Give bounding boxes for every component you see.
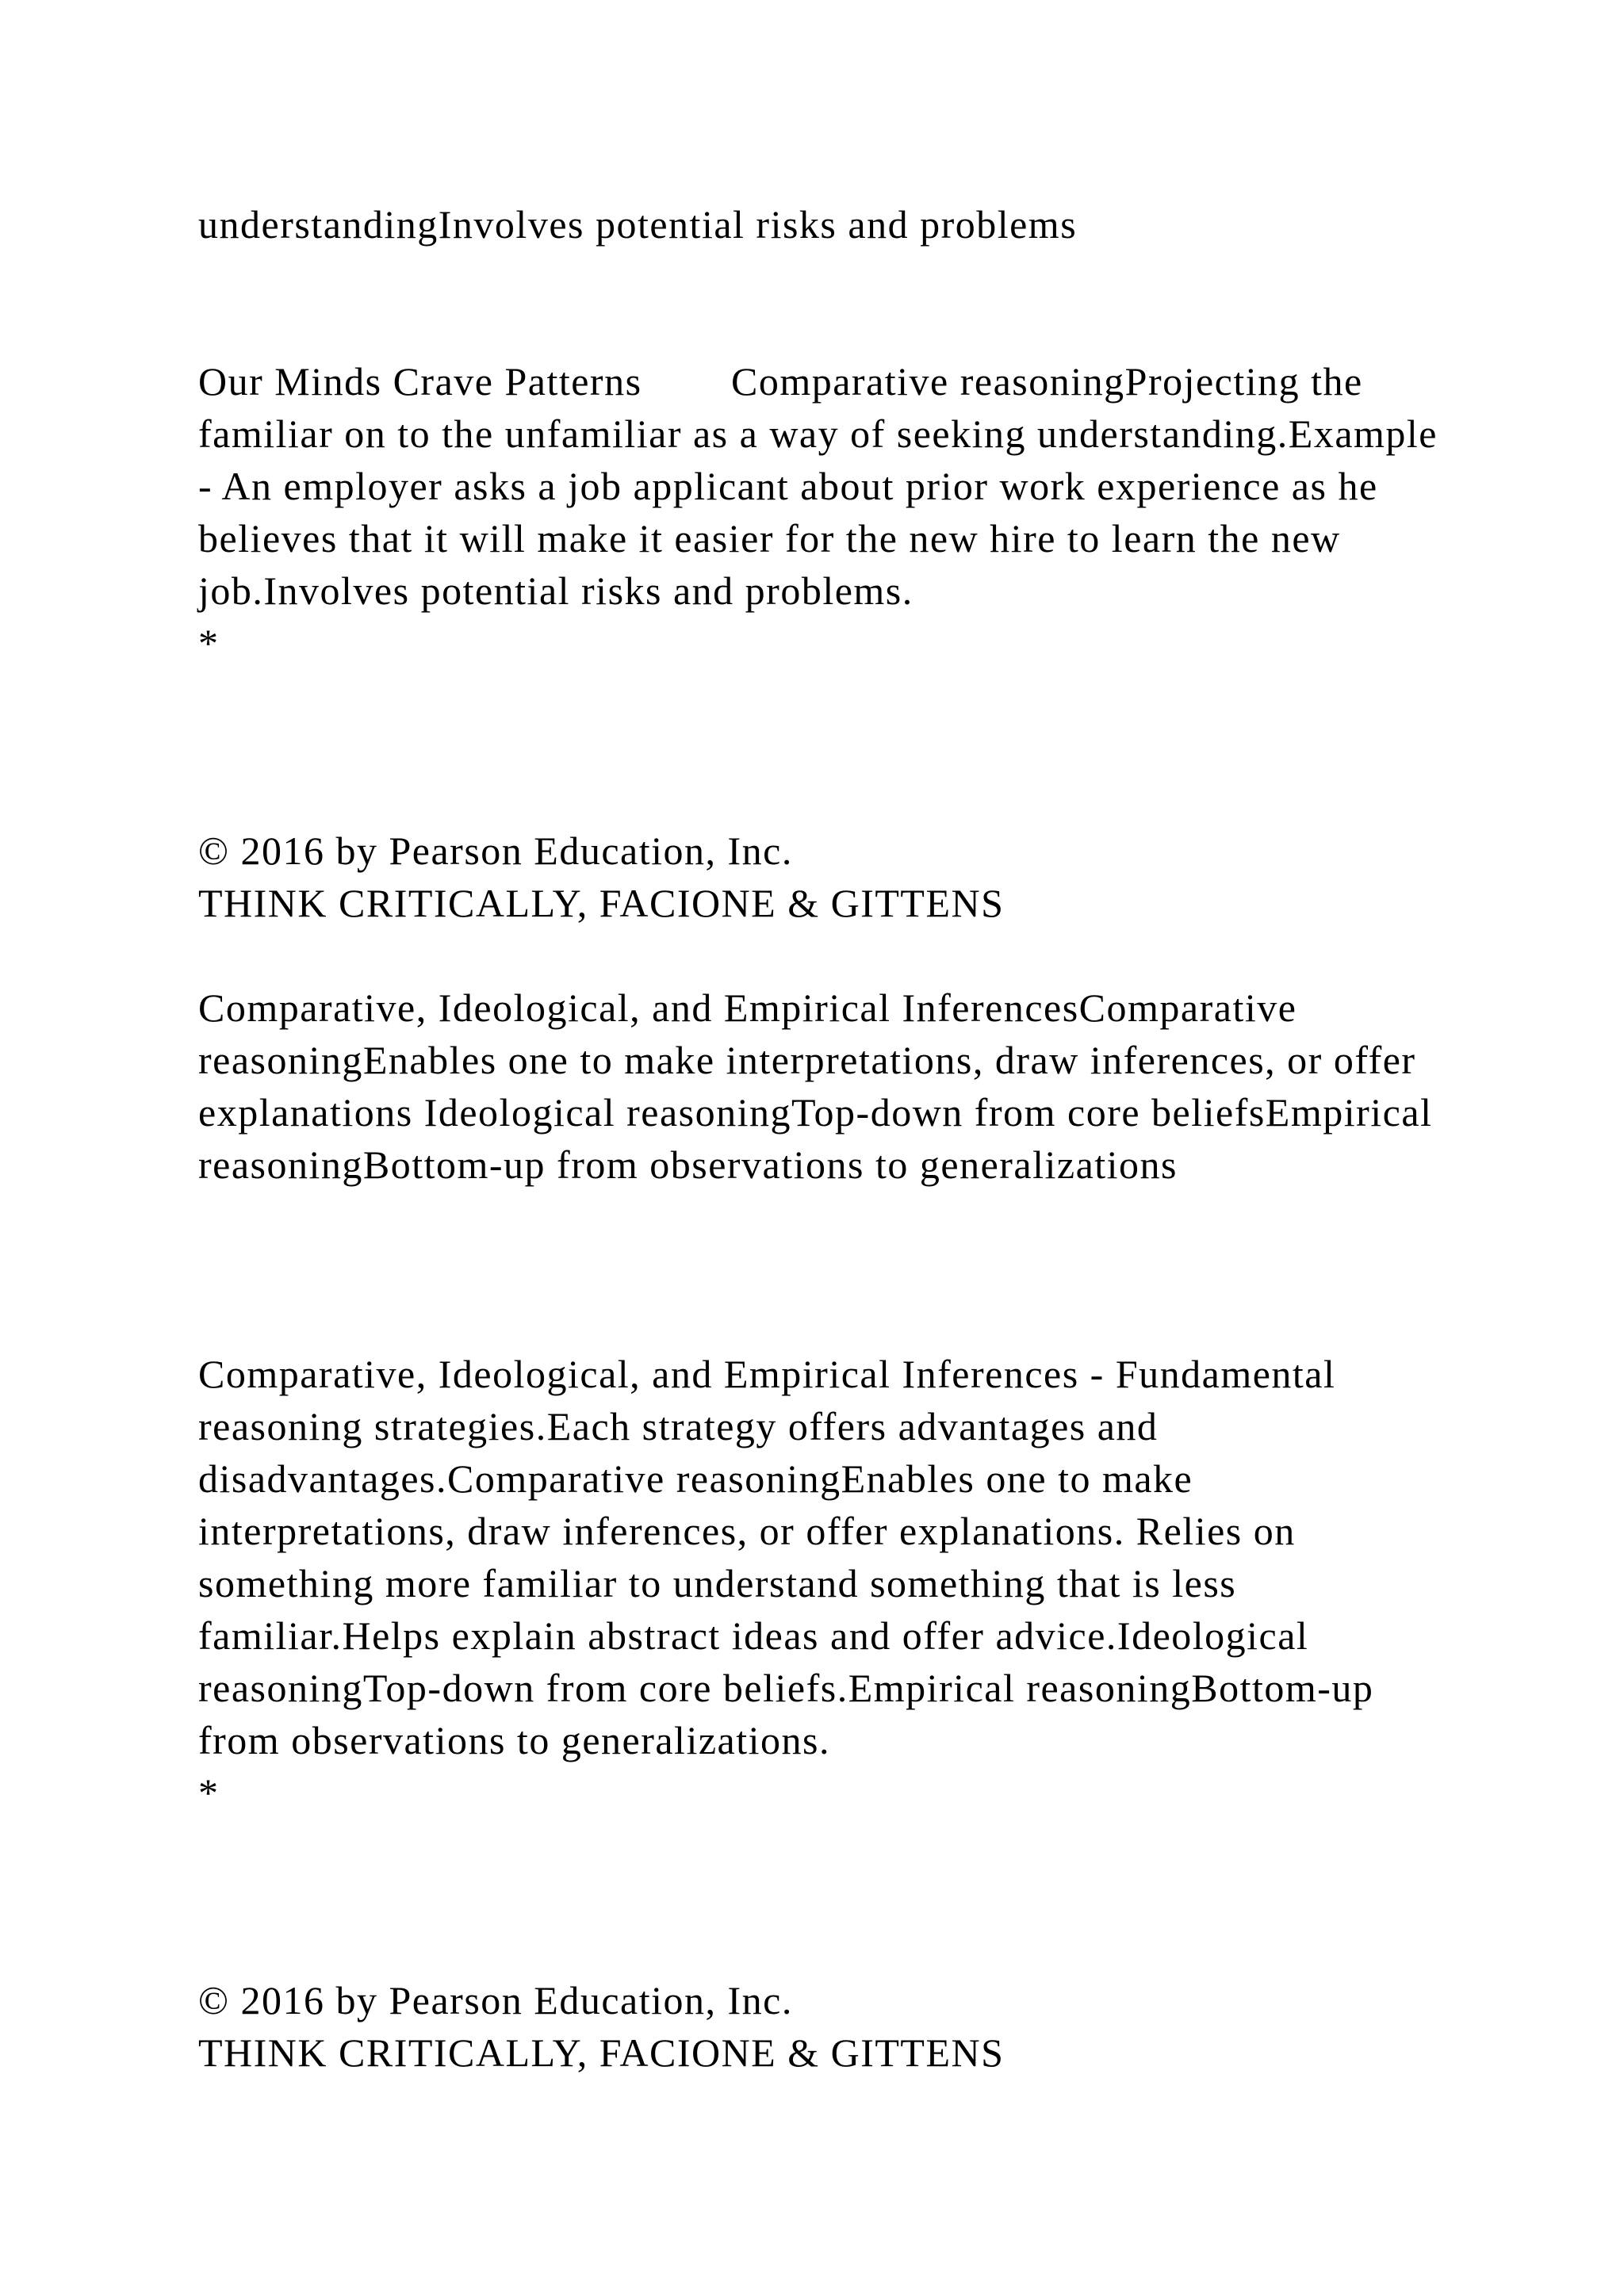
paragraph-inferences-summary: Comparative, Ideological, and Empirical InferencesComparative reasoningEnables one to make interpretations, draw inferences, or offer explanations Ideological reasoningTop-down from core beliefsEmpirical reasoningBottom-up from observations to generalizations xyxy=(198,985,1444,1187)
copyright-notice: © 2016 by Pearson Education, Inc. THINK CRITICALLY, FACIONE & GITTENS xyxy=(198,828,1005,925)
paragraph-intro-fragment: understandingInvolves potential risks and problems xyxy=(198,202,1078,247)
paragraph-minds-crave-patterns: Our Minds Crave Patterns Comparative reasoningProjecting the familiar on to the unfamiliar as a way of seeking understanding.Example - An employer asks a job applicant about prior work experience as he believes that it will make it easier for the new hire to learn the new job.Involves potential risks and problems. * xyxy=(198,359,1438,665)
paragraph-inferences-detail: Comparative, Ideological, and Empirical Inferences - Fundamental reasoning strategies.Each strategy offers advantages and disadvantages.Comparative reasoningEnables one to make interpretations, draw inferences, or offer explanations. Relies on something more familiar to understand something that is less familiar.Helps explain abstract ideas and offer advice.Ideological reasoningTop-down from core beliefs.Empirical reasoningBottom-up from observations to generalizations. * xyxy=(198,1352,1374,1815)
copyright-notice-2: © 2016 by Pearson Education, Inc. THINK CRITICALLY, FACIONE & GITTENS xyxy=(198,1978,1005,2075)
